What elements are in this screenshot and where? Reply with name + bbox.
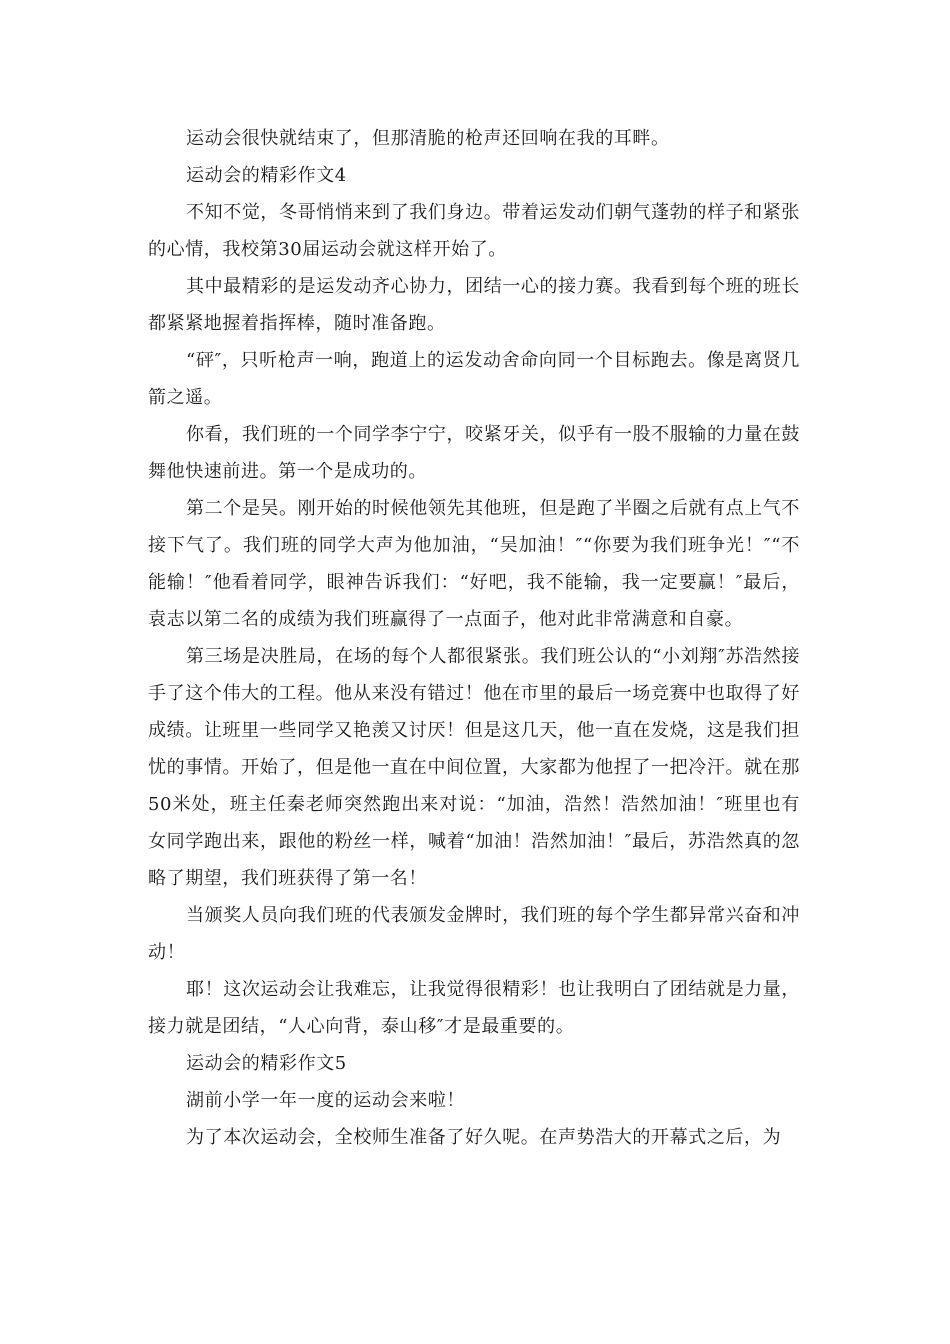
paragraph: 其中最精彩的是运发动齐心协力，团结一心的接力赛。我看到每个班的班长都紧紧地握着指挥棒，随时准备跑。 [148,276,800,334]
section-heading: 运动会的精彩作文5 [186,1053,347,1074]
paragraph: 当颁奖人员向我们班的代表颁发金牌时，我们班的每个学生都异常兴奋和冲动！ [148,905,800,963]
paragraph: 湖前小学一年一度的运动会来啦！ [186,1090,465,1111]
paragraph: 不知不觉，冬哥悄悄来到了我们身边。带着运发动们朝气蓬勃的样子和紧张的心情，我校第30届运动会就这样开始了。 [148,202,800,260]
paragraph: 你看，我们班的一个同学李宁宁，咬紧牙关，似乎有一股不服输的力量在鼓舞他快速前进。第一个是成功的。 [148,424,800,482]
paragraph: 第三场是决胜局，在场的每个人都很紧张。我们班公认的“小刘翔″苏浩然接手了这个伟大的工程。他从来没有错过！他在市里的最后一场竞赛中也取得了好成绩。让班里一些同学又艳羡又讨厌！但是这几天，他一直在发烧，这是我们担忧的事情。开始了，但是他一直在中间位置，大家都为他捏了一把冷汗。就在那50米处，班主任秦老师突然跑出来对说：“加油，浩然！浩然加油！″班里也有女同学跑出来，跟他的粉丝一样，喊着“加油！浩然加油！″最后，苏浩然真的忽略了期望，我们班获得了第一名！ [148,646,800,889]
paragraph: 运动会很快就结束了，但那清脆的枪声还回响在我的耳畔。 [186,128,670,149]
document-body [148,120,800,1156]
paragraph: “砰″，只听枪声一响，跑道上的运发动舍命向同一个目标跑去。像是离贤几箭之遥。 [148,350,800,408]
paragraph: 为了本次运动会，全校师生准备了好久呢。在声势浩大的开幕式之后，为 [186,1127,782,1148]
paragraph: 第二个是吴。刚开始的时候他领先其他班，但是跑了半圈之后就有点上气不接下气了。我们班的同学大声为他加油，“吴加油！″“你要为我们班争光！″“不能输！″他看着同学，眼神告诉我们：“好吧，我不能输，我一定要赢！″最后，袁志以第二名的成绩为我们班赢得了一点面子，他对此非常满意和自豪。 [148,498,800,630]
paragraph: 耶！这次运动会让我难忘，让我觉得很精彩！也让我明白了团结就是力量，接力就是团结，“人心向背，泰山移″才是最重要的。 [148,979,800,1037]
section-heading: 运动会的精彩作文4 [186,165,347,186]
